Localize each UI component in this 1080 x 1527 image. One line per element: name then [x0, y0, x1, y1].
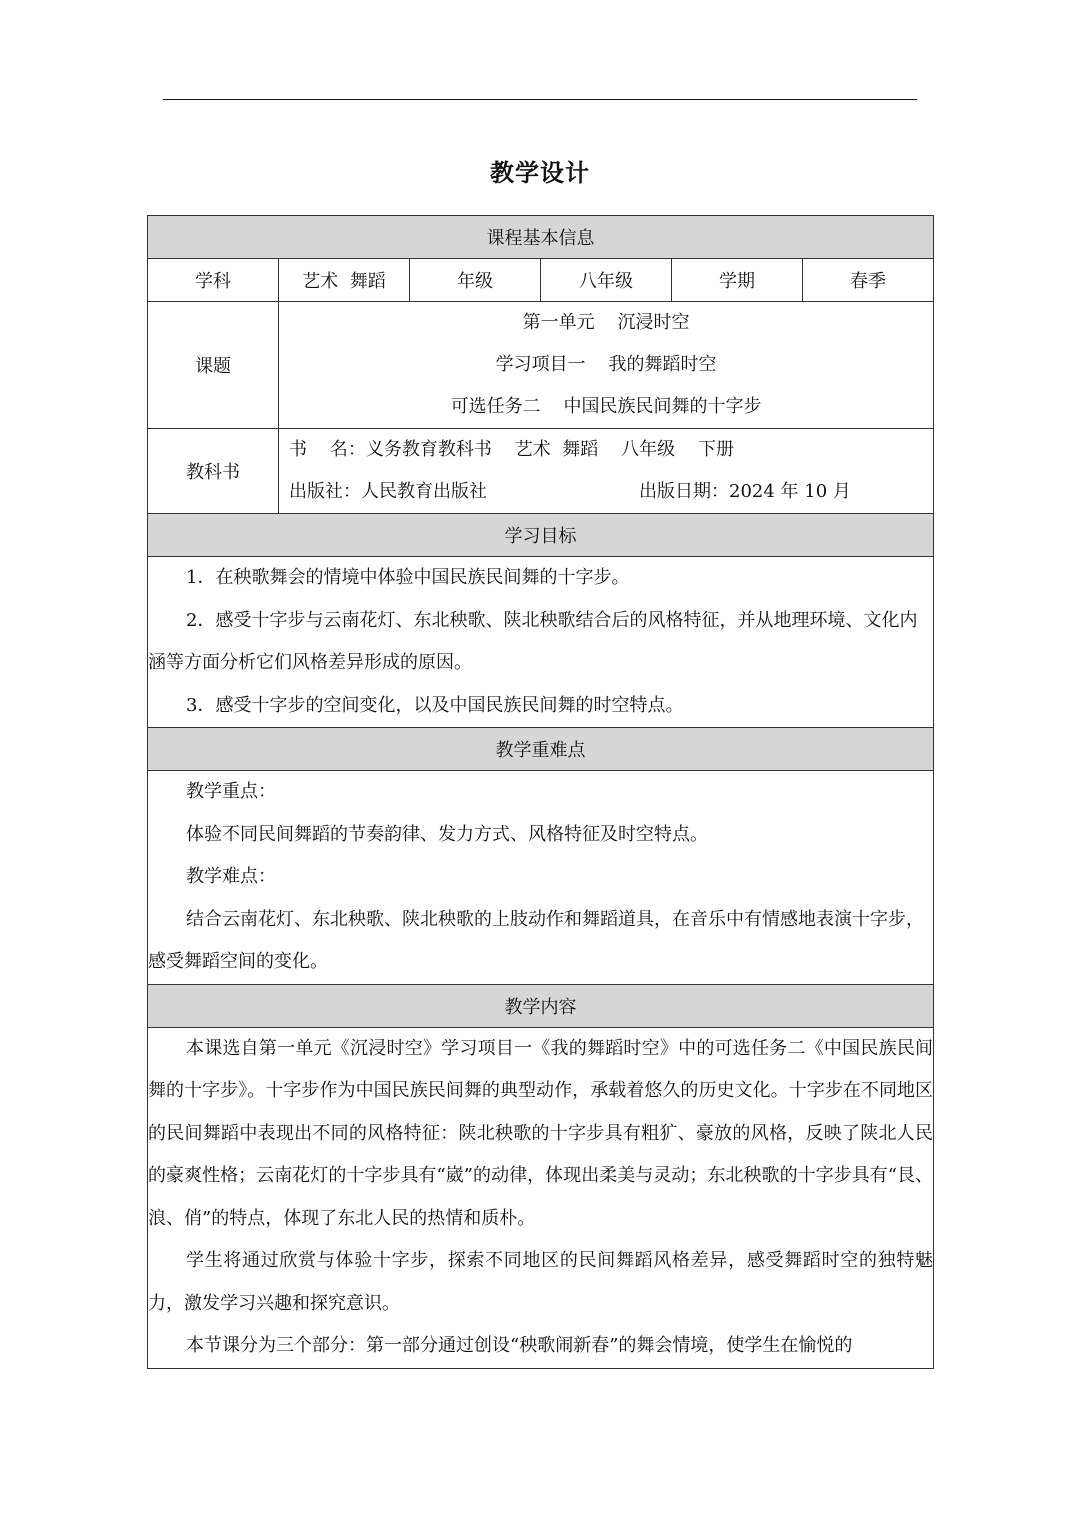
textbook-row: [148, 429, 934, 514]
key-points-content: [148, 771, 934, 985]
topic-unit: 第一单元 沉浸时空: [522, 312, 690, 333]
lesson-plan-table: [147, 215, 934, 1369]
publish-date: 出版日期：2024 年 10 月: [639, 481, 851, 502]
content-header-row: [148, 984, 934, 1027]
content-body: [148, 1027, 934, 1368]
focus-text: 体验不同民间舞蹈的节奏韵律、发力方式、风格特征及时空特点。: [186, 823, 708, 845]
topic-content: [279, 302, 934, 429]
objectives-header: 学习目标: [148, 514, 934, 557]
textbook-label: 教科书: [148, 429, 279, 514]
topic-task: 可选任务二 中国民族民间舞的十字步: [450, 396, 762, 417]
subject-value: 艺术 舞蹈: [279, 259, 410, 302]
document-title: 教学设计: [490, 158, 590, 187]
topic-row: [148, 302, 934, 429]
difficulty-text: 结合云南花灯、东北秧歌、陕北秧歌的上肢动作和舞蹈道具，在音乐中有情感地表演十字步，感受舞蹈空间的变化。: [148, 908, 924, 972]
grade-value: 八年级: [541, 259, 672, 302]
basic-info-header: 课程基本信息: [148, 216, 934, 259]
textbook-publish-line: [289, 471, 933, 513]
subject-label: 学科: [148, 259, 279, 302]
objective-item: 3．感受十字步的空间变化，以及中国民族民间舞的时空特点。: [186, 694, 684, 716]
content-row: [148, 1027, 934, 1368]
subject-row: [148, 259, 934, 302]
topic-label: 课题: [148, 302, 279, 429]
objectives-row: [148, 557, 934, 728]
key-points-header-row: [148, 728, 934, 771]
textbook-content: [279, 429, 934, 514]
textbook-title: 书 名：义务教育教科书 艺术 舞蹈 八年级 下册: [289, 439, 734, 460]
content-paragraph: 本节课分为三个部分：第一部分通过创设“秧歌闹新春”的舞会情境，使学生在愉悦的: [186, 1335, 853, 1356]
objectives-header-row: [148, 514, 934, 557]
term-value: 春季: [803, 259, 934, 302]
objectives-content: [148, 557, 934, 728]
content-paragraph: 本课选自第一单元《沉浸时空》学习项目一《我的舞蹈时空》中的可选任务二《中国民族民间舞的十字步》。十字步作为中国民族民间舞的典型动作，承载着悠久的历史文化。十字步在不同地区的民间舞蹈中表现出不同的风格特征：陕北秧歌的十字步具有粗犷、豪放的风格，反映了陕北人民的豪爽性格；云南花灯的十字步具有“崴”的动律，体现出柔美与灵动；东北秧歌的十字步具有“艮、浪、俏”的特点，体现了东北人民的热情和质朴。: [148, 1037, 934, 1229]
key-points-row: [148, 771, 934, 985]
content-header: 教学内容: [148, 984, 934, 1027]
basic-info-header-row: [148, 216, 934, 259]
header-rule: [163, 99, 917, 100]
difficulty-label: 教学难点：: [186, 866, 276, 887]
objective-item: 2．感受十字步与云南花灯、东北秧歌、陕北秧歌结合后的风格特征，并从地理环境、文化内涵等方面分析它们风格差异形成的原因。: [148, 609, 918, 673]
key-points-header: 教学重难点: [148, 728, 934, 771]
focus-label: 教学重点：: [186, 781, 276, 802]
grade-label: 年级: [410, 259, 541, 302]
publisher: 出版社：人民教育出版社: [289, 481, 487, 502]
content-paragraph: 学生将通过欣赏与体验十字步，探索不同地区的民间舞蹈风格差异，感受舞蹈时空的独特魅力，激发学习兴趣和探究意识。: [148, 1250, 934, 1314]
topic-project: 学习项目一 我的舞蹈时空: [495, 354, 717, 375]
objective-item: 1．在秧歌舞会的情境中体验中国民族民间舞的十字步。: [186, 567, 630, 588]
term-label: 学期: [672, 259, 803, 302]
